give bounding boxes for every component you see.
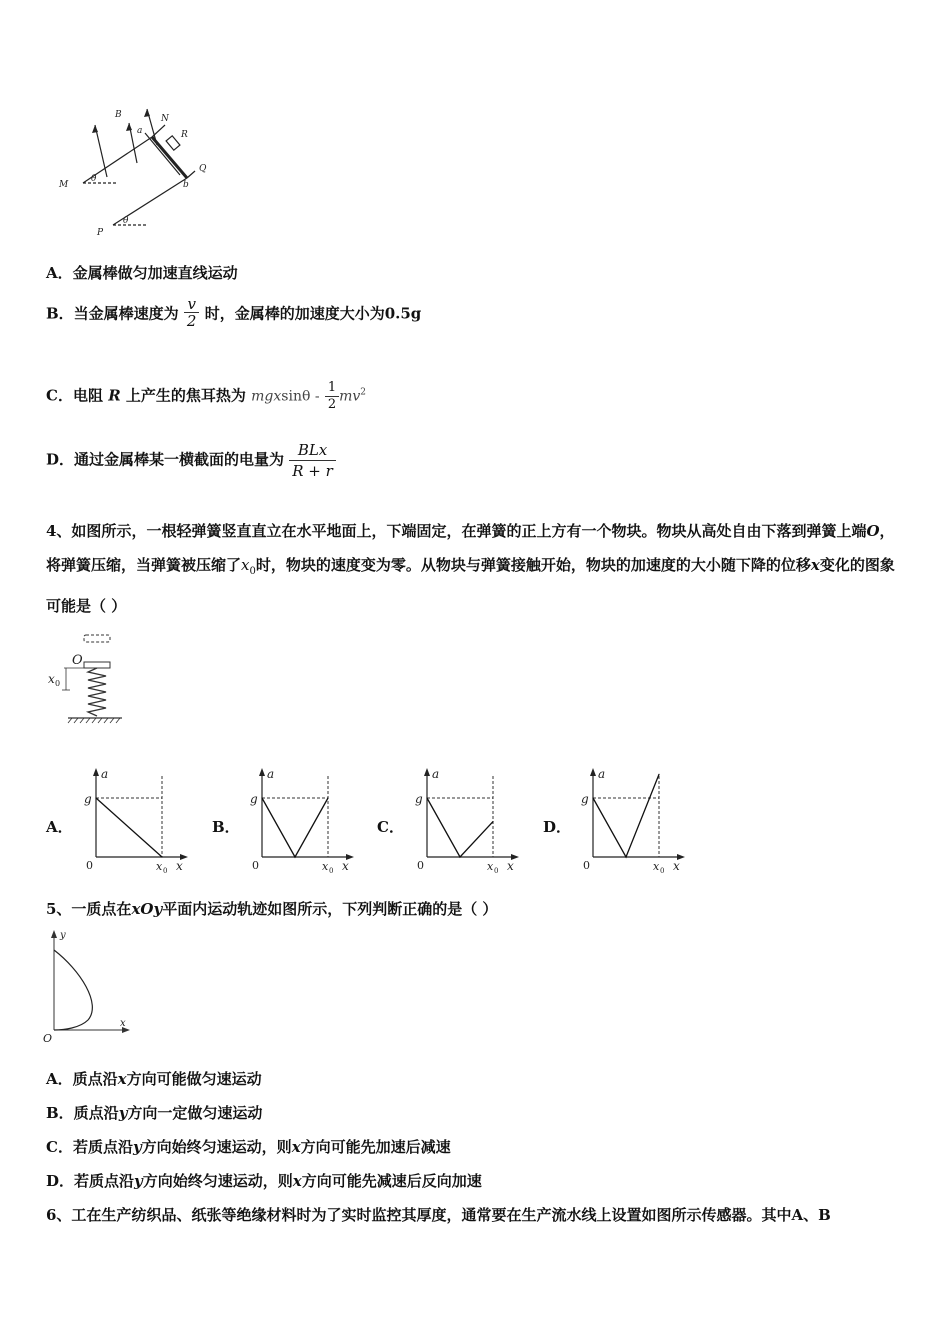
data-point (261, 797, 262, 798)
q4-stem (46, 514, 908, 623)
label-b-point: b (183, 180, 189, 190)
q5-d-1: D．若质点沿 (46, 1172, 135, 1190)
q3-option-d-prefix: D．通过金属棒某一横截面的电量为 (46, 450, 285, 469)
q3-option-b-fraction (184, 296, 200, 329)
label-n: N (161, 114, 169, 124)
q4-graph-d (577, 762, 692, 874)
axis-label-a: a (598, 767, 606, 781)
data-point (492, 821, 493, 822)
frac-num: v (187, 295, 196, 313)
tick-label-g: g (84, 792, 92, 806)
q5-a-1: A．质点沿 (46, 1070, 118, 1088)
axis-label-x: x (176, 859, 183, 873)
q4-graph-c (411, 762, 521, 874)
q5-text-2: 平面内运动轨迹如图所示，下列判断正确的是（ ） (162, 900, 498, 918)
q4-graph-b (246, 762, 356, 874)
q4-option-a-label: A． (46, 818, 73, 836)
tick-label-x0-sub: 0 (660, 867, 665, 874)
q4-option-b-label: B． (212, 818, 240, 836)
tick-label-x0: x (653, 860, 660, 873)
b-field-arrow (95, 125, 107, 177)
frac-den: 2 (184, 312, 200, 329)
math-sup: 2 (360, 387, 367, 398)
bar-ab (152, 137, 187, 178)
data-point (459, 856, 460, 857)
tick-label-g: g (250, 792, 258, 806)
axis-label-x: x (507, 859, 514, 873)
frac-den: 2 (325, 396, 339, 413)
q4-option-d-label: D． (543, 818, 572, 836)
q4-text-2: ，将弹簧压缩，当弹簧被压缩了 (46, 522, 895, 574)
tick-label-zero: 0 (583, 859, 590, 872)
q5-option-b (46, 1102, 262, 1123)
tick-label-zero: 0 (252, 859, 259, 872)
q5-a-var: x (117, 1070, 127, 1088)
math-mv: mv (339, 388, 361, 405)
spring-label-x0-sub: 0 (55, 679, 61, 688)
q4-text-1: 4、如图所示，一根轻弹簧竖直直立在水平地面上，下端固定，在弹簧的正上方有一个物块。物块从高处自由下落到弹簧上端 (46, 522, 867, 540)
label-r: R (181, 130, 188, 140)
q5-text-1: 5、一质点在 (46, 900, 132, 918)
q4-graph-a (80, 762, 190, 874)
q5-c-var: y (132, 1138, 142, 1156)
spring-label-o: O (72, 653, 83, 668)
q5-d-var2: x (292, 1172, 302, 1190)
q3-option-b-suffix: 时，金属棒的加速度大小为0.5g (204, 304, 422, 323)
tick-label-zero: 0 (417, 859, 424, 872)
q3-option-d (46, 440, 336, 481)
data-point (294, 856, 295, 857)
figure-spring (44, 630, 134, 730)
tick-label-x0-sub: 0 (163, 867, 168, 874)
q6-stem: 6、工在生产纺织品、纸张等绝缘材料时为了实时监控其厚度，通常要在生产流水线上设置如图所示传感器。其中A、B (46, 1206, 831, 1224)
tick-label-x0: x (322, 860, 329, 873)
q4-text-3: 时，物块的速度变为零。从物块与弹簧接触开始，物块的加速度的大小随下降的位移 (255, 556, 811, 574)
tick-label-g: g (581, 792, 589, 806)
q5-d-2: 方向始终匀速运动，则 (142, 1172, 293, 1190)
traj-label-x: x (120, 1018, 126, 1029)
data-point (426, 797, 427, 798)
traj-label-o: O (43, 1032, 53, 1045)
figure-inclined-rails (55, 103, 235, 243)
tick-label-x0-sub: 0 (494, 867, 499, 874)
frac-num: 1 (327, 380, 337, 395)
y-axis-arrow (259, 768, 265, 776)
q3-option-c-mid: 上产生的焦耳热为 (125, 386, 246, 405)
spring-cap (84, 662, 110, 668)
data-point (625, 856, 626, 857)
data-point (592, 797, 593, 798)
data-point (327, 797, 328, 798)
q5-b-var: y (118, 1104, 128, 1122)
spring-label-x0: x (48, 672, 55, 686)
y-axis-arrow (424, 768, 430, 776)
data-point (161, 856, 162, 857)
q3-option-b-prefix: B．当金属棒速度为 (46, 304, 179, 323)
math-sin: sinθ - (281, 388, 320, 405)
tick-label-x0-sub: 0 (329, 867, 334, 874)
q5-option-c (46, 1136, 451, 1157)
axis-label-a: a (101, 767, 109, 781)
q4-text-4: 变化的图象可能是（ ） (46, 556, 895, 615)
wire-q (187, 171, 195, 178)
series-line (427, 798, 493, 857)
q4-var-x0: x (241, 556, 250, 574)
block-dashed (84, 635, 110, 642)
tick-label-g: g (415, 792, 423, 806)
resistor-r (166, 136, 180, 150)
math-mgx: mgx (251, 388, 282, 405)
q3-option-c (46, 380, 366, 413)
q5-c-1: C．若质点沿 (46, 1138, 133, 1156)
axis-label-a: a (267, 767, 275, 781)
q3-option-c-fraction (325, 380, 339, 413)
data-point (95, 797, 96, 798)
series-line (96, 798, 162, 857)
q3-option-c-prefix: C．电阻 (46, 386, 103, 405)
q3-option-a: A．金属棒做匀加速直线运动 (46, 264, 238, 282)
q4-var-o: O (866, 522, 880, 540)
axis-label-x: x (673, 859, 680, 873)
q5-a-2: 方向可能做匀速运动 (126, 1070, 262, 1088)
figure-trajectory (40, 926, 140, 1046)
label-q: Q (199, 164, 207, 174)
spring-coil (88, 668, 106, 716)
traj-label-y: y (60, 930, 66, 941)
series-line (262, 798, 328, 857)
tick-label-zero: 0 (86, 859, 93, 872)
y-axis-arrow (590, 768, 596, 776)
axis-label-a: a (432, 767, 440, 781)
series-line (593, 774, 659, 857)
label-b-field: B (115, 110, 122, 120)
label-theta-p: θ (123, 216, 129, 226)
q4-var-x: x (810, 556, 820, 574)
tick-label-x0: x (487, 860, 494, 873)
q5-option-d (46, 1170, 482, 1191)
q4-option-c-label: C． (377, 818, 404, 836)
q5-d-3: 方向可能先减速后反向加速 (301, 1172, 482, 1190)
label-theta-m: θ (91, 174, 97, 184)
q5-c-var2: x (291, 1138, 301, 1156)
q3-option-b (46, 295, 422, 330)
frac-num: BLx (297, 441, 328, 459)
q5-var-xoy: xOy (131, 900, 163, 918)
var-r: R (108, 386, 121, 405)
q5-d-var: y (134, 1172, 143, 1190)
trajectory-curve (54, 950, 92, 1030)
q5-c-3: 方向可能先加速后减速 (300, 1138, 451, 1156)
label-p: P (97, 228, 104, 238)
data-point (658, 774, 659, 775)
q3-option-d-fraction (289, 440, 336, 481)
q5-b-2: 方向一定做匀速运动 (127, 1104, 263, 1122)
label-m: M (59, 180, 69, 190)
q4-var-x0-sub: 0 (249, 566, 256, 577)
y-axis-arrow (93, 768, 99, 776)
label-a: a (137, 126, 143, 136)
axis-label-x: x (342, 859, 349, 873)
tick-label-x0: x (156, 860, 163, 873)
frac-den: R + r (289, 460, 336, 481)
q5-stem (46, 898, 497, 919)
q5-option-a (46, 1068, 262, 1089)
q5-c-2: 方向始终匀速运动，则 (141, 1138, 292, 1156)
q5-b-1: B．质点沿 (46, 1104, 119, 1122)
